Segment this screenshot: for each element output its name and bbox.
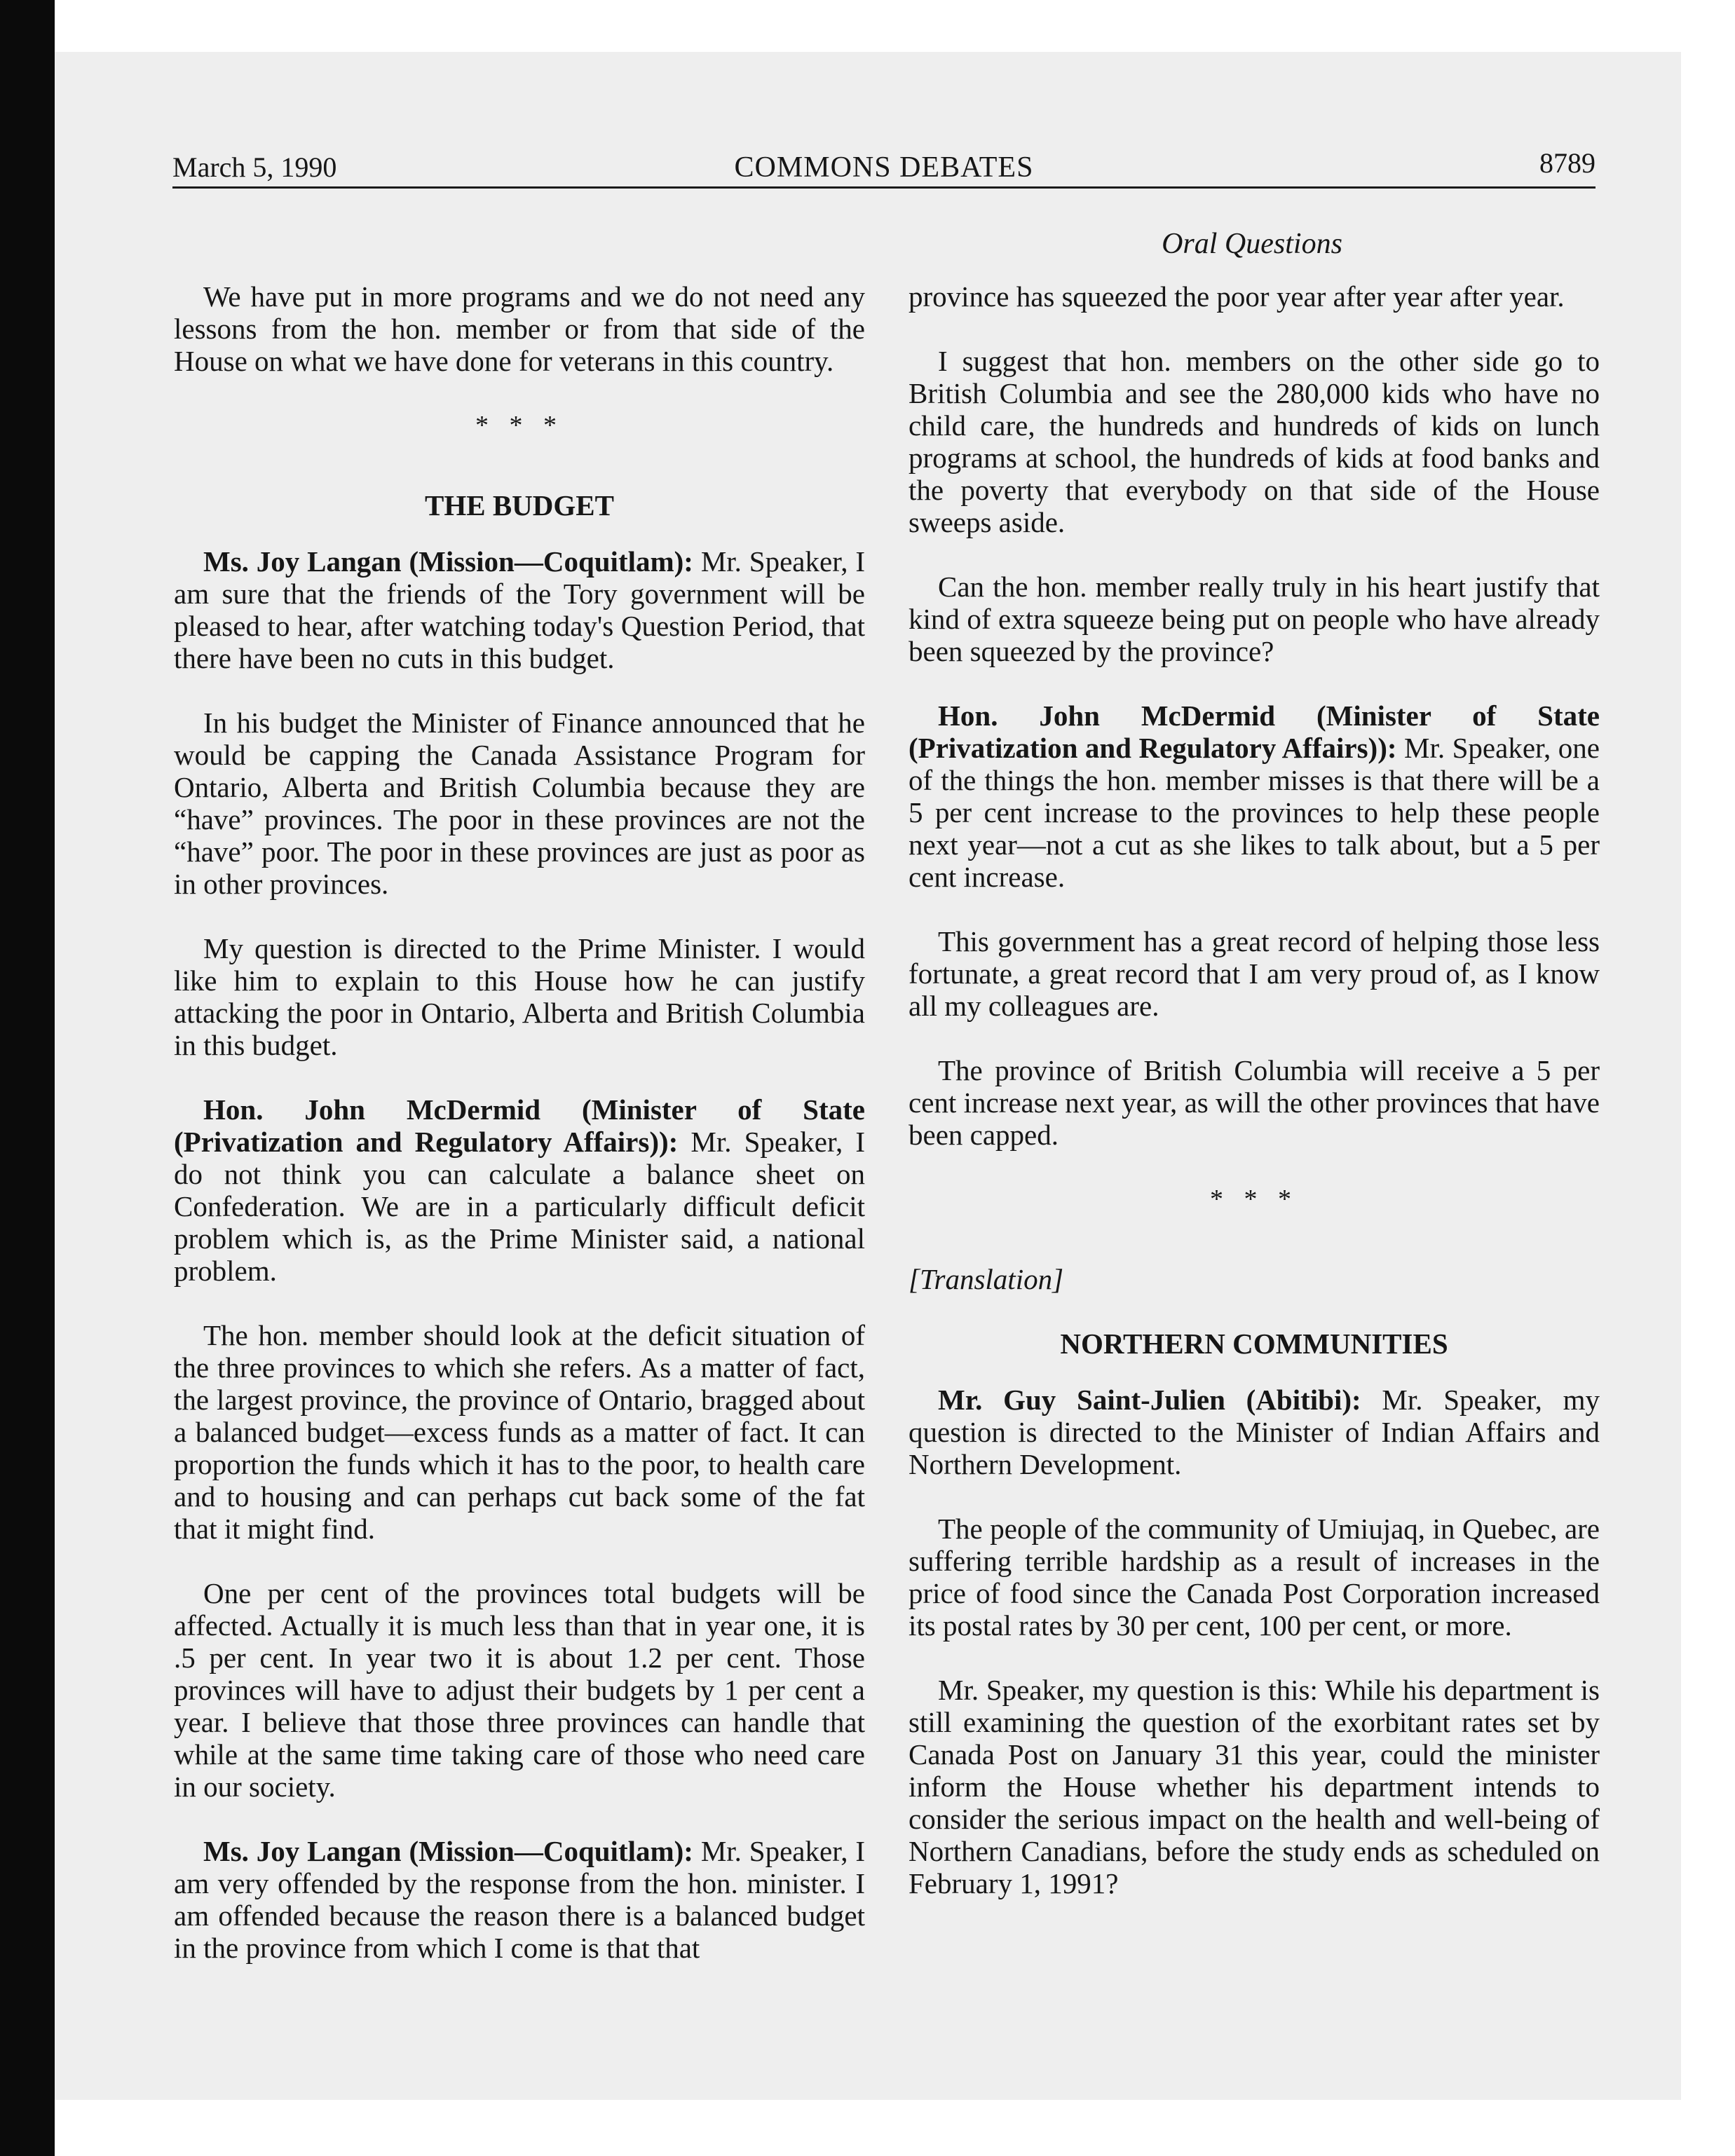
paragraph: The hon. member should look at the deficit situation of the three provinces to which she refers. As a matter of fact, the largest province, the province of Ontario, bragged about a balanced budget—excess funds as a matter of fact. It can proportion the funds which it has to the poor, to health care and to housing and can perhaps cut back some of the fat that it might find. [174, 1319, 865, 1545]
scan-border-top [55, 0, 1735, 52]
header-date: March 5, 1990 [172, 151, 337, 183]
speech-text: Mr. Speaker, I am very offended by the response from the hon. minister. I am offended because the reason there is a balanced budget in the province from which I come is that that [174, 1835, 865, 1964]
section-divider: * * * [475, 411, 564, 440]
speaker-name: Hon. John McDermid (Minister of State (Privatization and Regulatory Affairs)): [174, 1093, 865, 1158]
speaker-name: Mr. Guy Saint-Julien (Abitibi): [938, 1384, 1361, 1416]
section-divider: * * * [1210, 1185, 1298, 1214]
speech-text: Mr. Speaker, I do not think you can calculate a balance sheet on Confederation. We are in a particularly difficult deficit problem which is, as the Prime Minister said, a national problem. [174, 1126, 865, 1287]
speech-text: Mr. Speaker, my question is directed to the Minister of Indian Affairs and Northern Development. [909, 1384, 1600, 1480]
speaker-name: Ms. Joy Langan (Mission—Coquitlam): [203, 1835, 693, 1867]
speech-text: Mr. Speaker, one of the things the hon. member misses is that there will be a 5 per cent increase to the provinces to help these people next year—not a cut as she likes to talk about, but a 5 per cent increase. [909, 732, 1600, 893]
speech-text: Mr. Speaker, I am sure that the friends of the Tory government will be pleased to hear, after watching today's Question Period, that there have been no cuts in this budget. [174, 545, 865, 674]
paragraph-continued: province has squeezed the poor year after year after year. [909, 280, 1565, 313]
paragraph: This government has a great record of helping those less fortunate, a great record that I am very proud of, as I know all my colleagues are. [909, 925, 1600, 1022]
header-rule [172, 186, 1595, 189]
page-header [172, 147, 1595, 185]
paragraph: The province of British Columbia will receive a 5 per cent increase next year, as will the other provinces that have been capped. [909, 1054, 1600, 1151]
header-publication: COMMONS DEBATES [734, 151, 1034, 184]
paragraph: Mr. Speaker, my question is this: While his department is still examining the question of the exorbitant rates set by Canada Post on January 31 this year, could the minister inform the House whether his department intends to consider the serious impact on the health and well-being of Northern Canadians, before the study ends as scheduled on February 1, 1991? [909, 1674, 1600, 1899]
speech-paragraph [174, 1835, 865, 1964]
paragraph: In his budget the Minister of Finance announced that he would be capping the Canada Assistance Program for Ontario, Alberta and British Columbia because they are “have” provinces. The poor in these provinces are not the “have” poor. The poor in these provinces are just as poor as in other provinces. [174, 707, 865, 900]
speaker-name: Hon. John McDermid (Minister of State (Privatization and Regulatory Affairs)): [909, 700, 1600, 764]
speaker-name: Ms. Joy Langan (Mission—Coquitlam): [203, 545, 693, 578]
right-column [909, 280, 1600, 1932]
scan-border-left [0, 0, 55, 2156]
section-heading: NORTHERN COMMUNITIES [1060, 1328, 1448, 1360]
speech-paragraph [174, 545, 865, 674]
speech-paragraph [909, 700, 1600, 893]
paragraph: One per cent of the provinces total budgets will be affected. Actually it is much less than that in year one, it is .5 per cent. In year two it is about 1.2 per cent. Those provinces will have to adjust their budgets by 1 per cent a year. I believe that those three provinces can handle that while at the same time taking care of those who need care in our society. [174, 1577, 865, 1803]
translation-note: [Translation] [909, 1263, 1064, 1295]
left-column [174, 280, 865, 1996]
paragraph: My question is directed to the Prime Minister. I would like him to explain to this House how he can justify attacking the poor in Ontario, Alberta and British Columbia in this budget. [174, 932, 865, 1061]
section-heading: THE BUDGET [425, 489, 614, 521]
header-page-number: 8789 [1539, 147, 1595, 179]
paragraph: I suggest that hon. members on the other side go to British Columbia and see the 280,000 kids who have no child care, the hundreds and hundreds of kids on lunch programs at school, the hundreds of kids at food banks and the poverty that everybody on that side of the House sweeps aside. [909, 345, 1600, 538]
speech-paragraph [909, 1384, 1600, 1480]
paragraph: The people of the community of Umiujaq, in Quebec, are suffering terrible hardship as a result of increases in the price of food since the Canada Post Corporation increased its postal rates by 30 per cent, 100 per cent, or more. [909, 1513, 1600, 1642]
paragraph: We have put in more programs and we do not need any lessons from the hon. member or from that side of the House on what we have done for veterans in this country. [174, 280, 865, 377]
section-title: Oral Questions [1162, 228, 1342, 260]
paragraph: Can the hon. member really truly in his heart justify that kind of extra squeeze being put on people who have already been squeezed by the province? [909, 571, 1600, 667]
speech-paragraph [174, 1093, 865, 1287]
